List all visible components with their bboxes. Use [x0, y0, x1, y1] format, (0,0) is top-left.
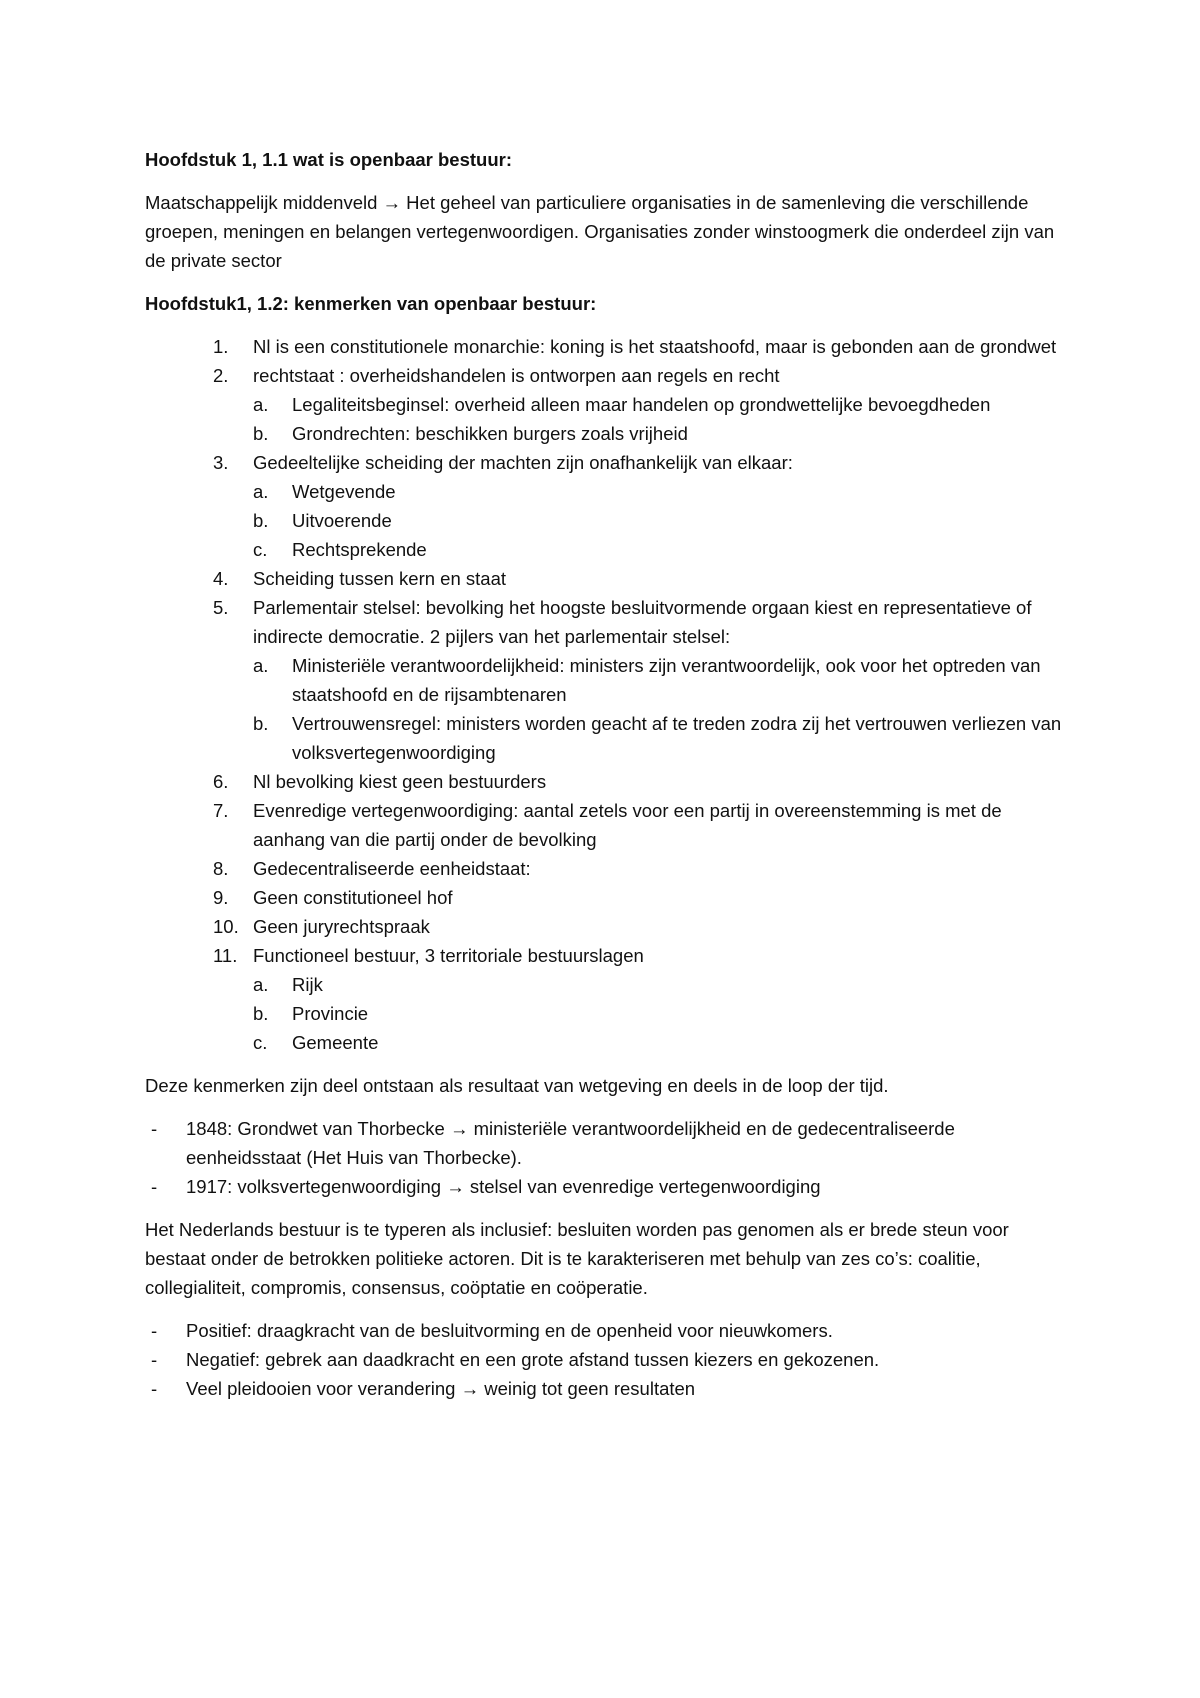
dash-list-item: [145, 1114, 1065, 1172]
sub-list: [253, 477, 1065, 564]
dash-list-item: [145, 1374, 1065, 1403]
dash-list-item-text: Negatief: gebrek aan daadkracht en een grote afstand tussen kiezers en gekozenen.: [186, 1349, 880, 1370]
sub-list-letter: a.: [253, 655, 269, 676]
heading-1-2: Hoofdstuk1, 1.2: kenmerken van openbaar bestuur:: [145, 293, 597, 314]
list-number: 7.: [213, 800, 229, 821]
list-item-text: Nl bevolking kiest geen bestuurders: [253, 771, 547, 792]
sub-list-letter: a.: [253, 974, 269, 995]
list-number: 1.: [213, 336, 229, 357]
sub-list: [253, 651, 1065, 767]
list-item-text: Evenredige vertegenwoordiging: aantal zetels voor een partij in overeenstemming is met de aanhang van die partij onder de bevolking: [253, 800, 1002, 850]
list-item: [145, 593, 1065, 767]
list-number: 10.: [213, 916, 239, 937]
list-number: 6.: [213, 771, 229, 792]
history-list: [145, 1114, 1065, 1201]
sub-list-item-text: Grondrechten: beschikken burgers zoals vrijheid: [292, 423, 688, 444]
sub-list-item: [253, 419, 1065, 448]
dash-list-item: [145, 1172, 1065, 1201]
sub-list-item: [253, 1028, 1065, 1057]
list-item: [145, 796, 1065, 854]
list-number: 5.: [213, 597, 229, 618]
dash-bullet: -: [151, 1378, 158, 1399]
sub-list-item-text: Legaliteitsbeginsel: overheid alleen maar handelen op grondwettelijke bevoegdheden: [292, 394, 991, 415]
list-item: [145, 448, 1065, 564]
document-body: [145, 145, 1065, 1417]
list-item: [145, 854, 1065, 883]
list-number: 8.: [213, 858, 229, 879]
sub-list-letter: b.: [253, 1003, 269, 1024]
sub-list-item: [253, 390, 1065, 419]
list-item-text: Geen juryrechtspraak: [253, 916, 430, 937]
list-item: [145, 332, 1065, 361]
sub-list-letter: a.: [253, 481, 269, 502]
list-item-text: Gedecentraliseerde eenheidstaat:: [253, 858, 531, 879]
list-item-text: Parlementair stelsel: bevolking het hoogste besluitvormende orgaan kiest en representatieve of indirecte democratie. 2 pijlers van het parlementair stelsel:: [253, 597, 1032, 647]
list-item: [145, 767, 1065, 796]
dash-list-item: [145, 1345, 1065, 1374]
dash-bullet: -: [151, 1176, 158, 1197]
dash-bullet: -: [151, 1320, 158, 1341]
sub-list-letter: a.: [253, 394, 269, 415]
sub-list-letter: b.: [253, 713, 269, 734]
sub-list-item: [253, 535, 1065, 564]
list-item: [145, 564, 1065, 593]
list-item: [145, 912, 1065, 941]
list-item-text: Functioneel bestuur, 3 territoriale bestuurslagen: [253, 945, 644, 966]
list-item-text: rechtstaat : overheidshandelen is ontworpen aan regels en recht: [253, 365, 780, 386]
dash-list-item-text: 1917: volksvertegenwoordiging → stelsel van evenredige vertegenwoordiging: [186, 1176, 821, 1197]
sub-list-item-text: Uitvoerende: [292, 510, 392, 531]
characteristics-list: [145, 332, 1065, 1057]
dash-list-item-text: Veel pleidooien voor verandering → weinig tot geen resultaten: [186, 1378, 696, 1399]
list-number: 9.: [213, 887, 229, 908]
dash-list-item-text: 1848: Grondwet van Thorbecke → ministeriële verantwoordelijkheid en de gedecentraliseerde eenheidsstaat (Het Huis van Thorbecke).: [186, 1118, 955, 1168]
list-number: 2.: [213, 365, 229, 386]
sub-list-letter: c.: [253, 1032, 268, 1053]
sub-list-item: [253, 477, 1065, 506]
sub-list-letter: b.: [253, 510, 269, 531]
sub-list-letter: b.: [253, 423, 269, 444]
paragraph-inclusive: Het Nederlands bestuur is te typeren als inclusief: besluiten worden pas genomen als er brede steun voor bestaat onder de betrokken politieke actoren. Dit is te karakteriseren met behulp van zes co’s: coalitie, collegialiteit, compromis, consensus, coöptatie en coöperatie.: [145, 1219, 1009, 1298]
heading-1-1: Hoofdstuk 1, 1.1 wat is openbaar bestuur:: [145, 149, 512, 170]
dash-bullet: -: [151, 1118, 158, 1139]
list-item: [145, 361, 1065, 448]
sub-list: [253, 970, 1065, 1057]
sub-list-item-text: Rechtsprekende: [292, 539, 427, 560]
list-item-text: Geen constitutioneel hof: [253, 887, 453, 908]
sub-list-item: [253, 709, 1065, 767]
sub-list-item: [253, 506, 1065, 535]
sub-list-item-text: Wetgevende: [292, 481, 396, 502]
paragraph-maatschappelijk-middenveld: Maatschappelijk middenveld → Het geheel van particuliere organisaties in de samenleving die verschillende groepen, meningen en belangen vertegenwoordigen. Organisaties zonder winstoogmerk die onderdeel zijn van de private sector: [145, 192, 1055, 271]
sub-list-item-text: Rijk: [292, 974, 323, 995]
dash-list-item: [145, 1316, 1065, 1345]
sub-list-item-text: Gemeente: [292, 1032, 379, 1053]
sub-list-item-text: Vertrouwensregel: ministers worden geacht af te treden zodra zij het vertrouwen verliezen van volksvertegenwoordiging: [292, 713, 1062, 763]
sub-list-item: [253, 970, 1065, 999]
sub-list-item: [253, 651, 1065, 709]
list-number: 4.: [213, 568, 229, 589]
list-number: 3.: [213, 452, 229, 473]
sub-list-item: [253, 999, 1065, 1028]
sub-list-letter: c.: [253, 539, 268, 560]
sub-list: [253, 390, 1065, 448]
list-item-text: Scheiding tussen kern en staat: [253, 568, 506, 589]
dash-list-item-text: Positief: draagkracht van de besluitvorming en de openheid voor nieuwkomers.: [186, 1320, 833, 1341]
dash-bullet: -: [151, 1349, 158, 1370]
evaluation-list: [145, 1316, 1065, 1403]
sub-list-item-text: Provincie: [292, 1003, 369, 1024]
list-item: [145, 941, 1065, 1057]
sub-list-item-text: Ministeriële verantwoordelijkheid: ministers zijn verantwoordelijk, ook voor het optreden van staatshoofd en de rijsambtenaren: [292, 655, 1041, 705]
list-item-text: Nl is een constitutionele monarchie: koning is het staatshoofd, maar is gebonden aan de grondwet: [253, 336, 1057, 357]
paragraph-origin: Deze kenmerken zijn deel ontstaan als resultaat van wetgeving en deels in de loop der tijd.: [145, 1075, 889, 1096]
list-number: 11.: [213, 945, 238, 966]
list-item-text: Gedeeltelijke scheiding der machten zijn onafhankelijk van elkaar:: [253, 452, 793, 473]
list-item: [145, 883, 1065, 912]
